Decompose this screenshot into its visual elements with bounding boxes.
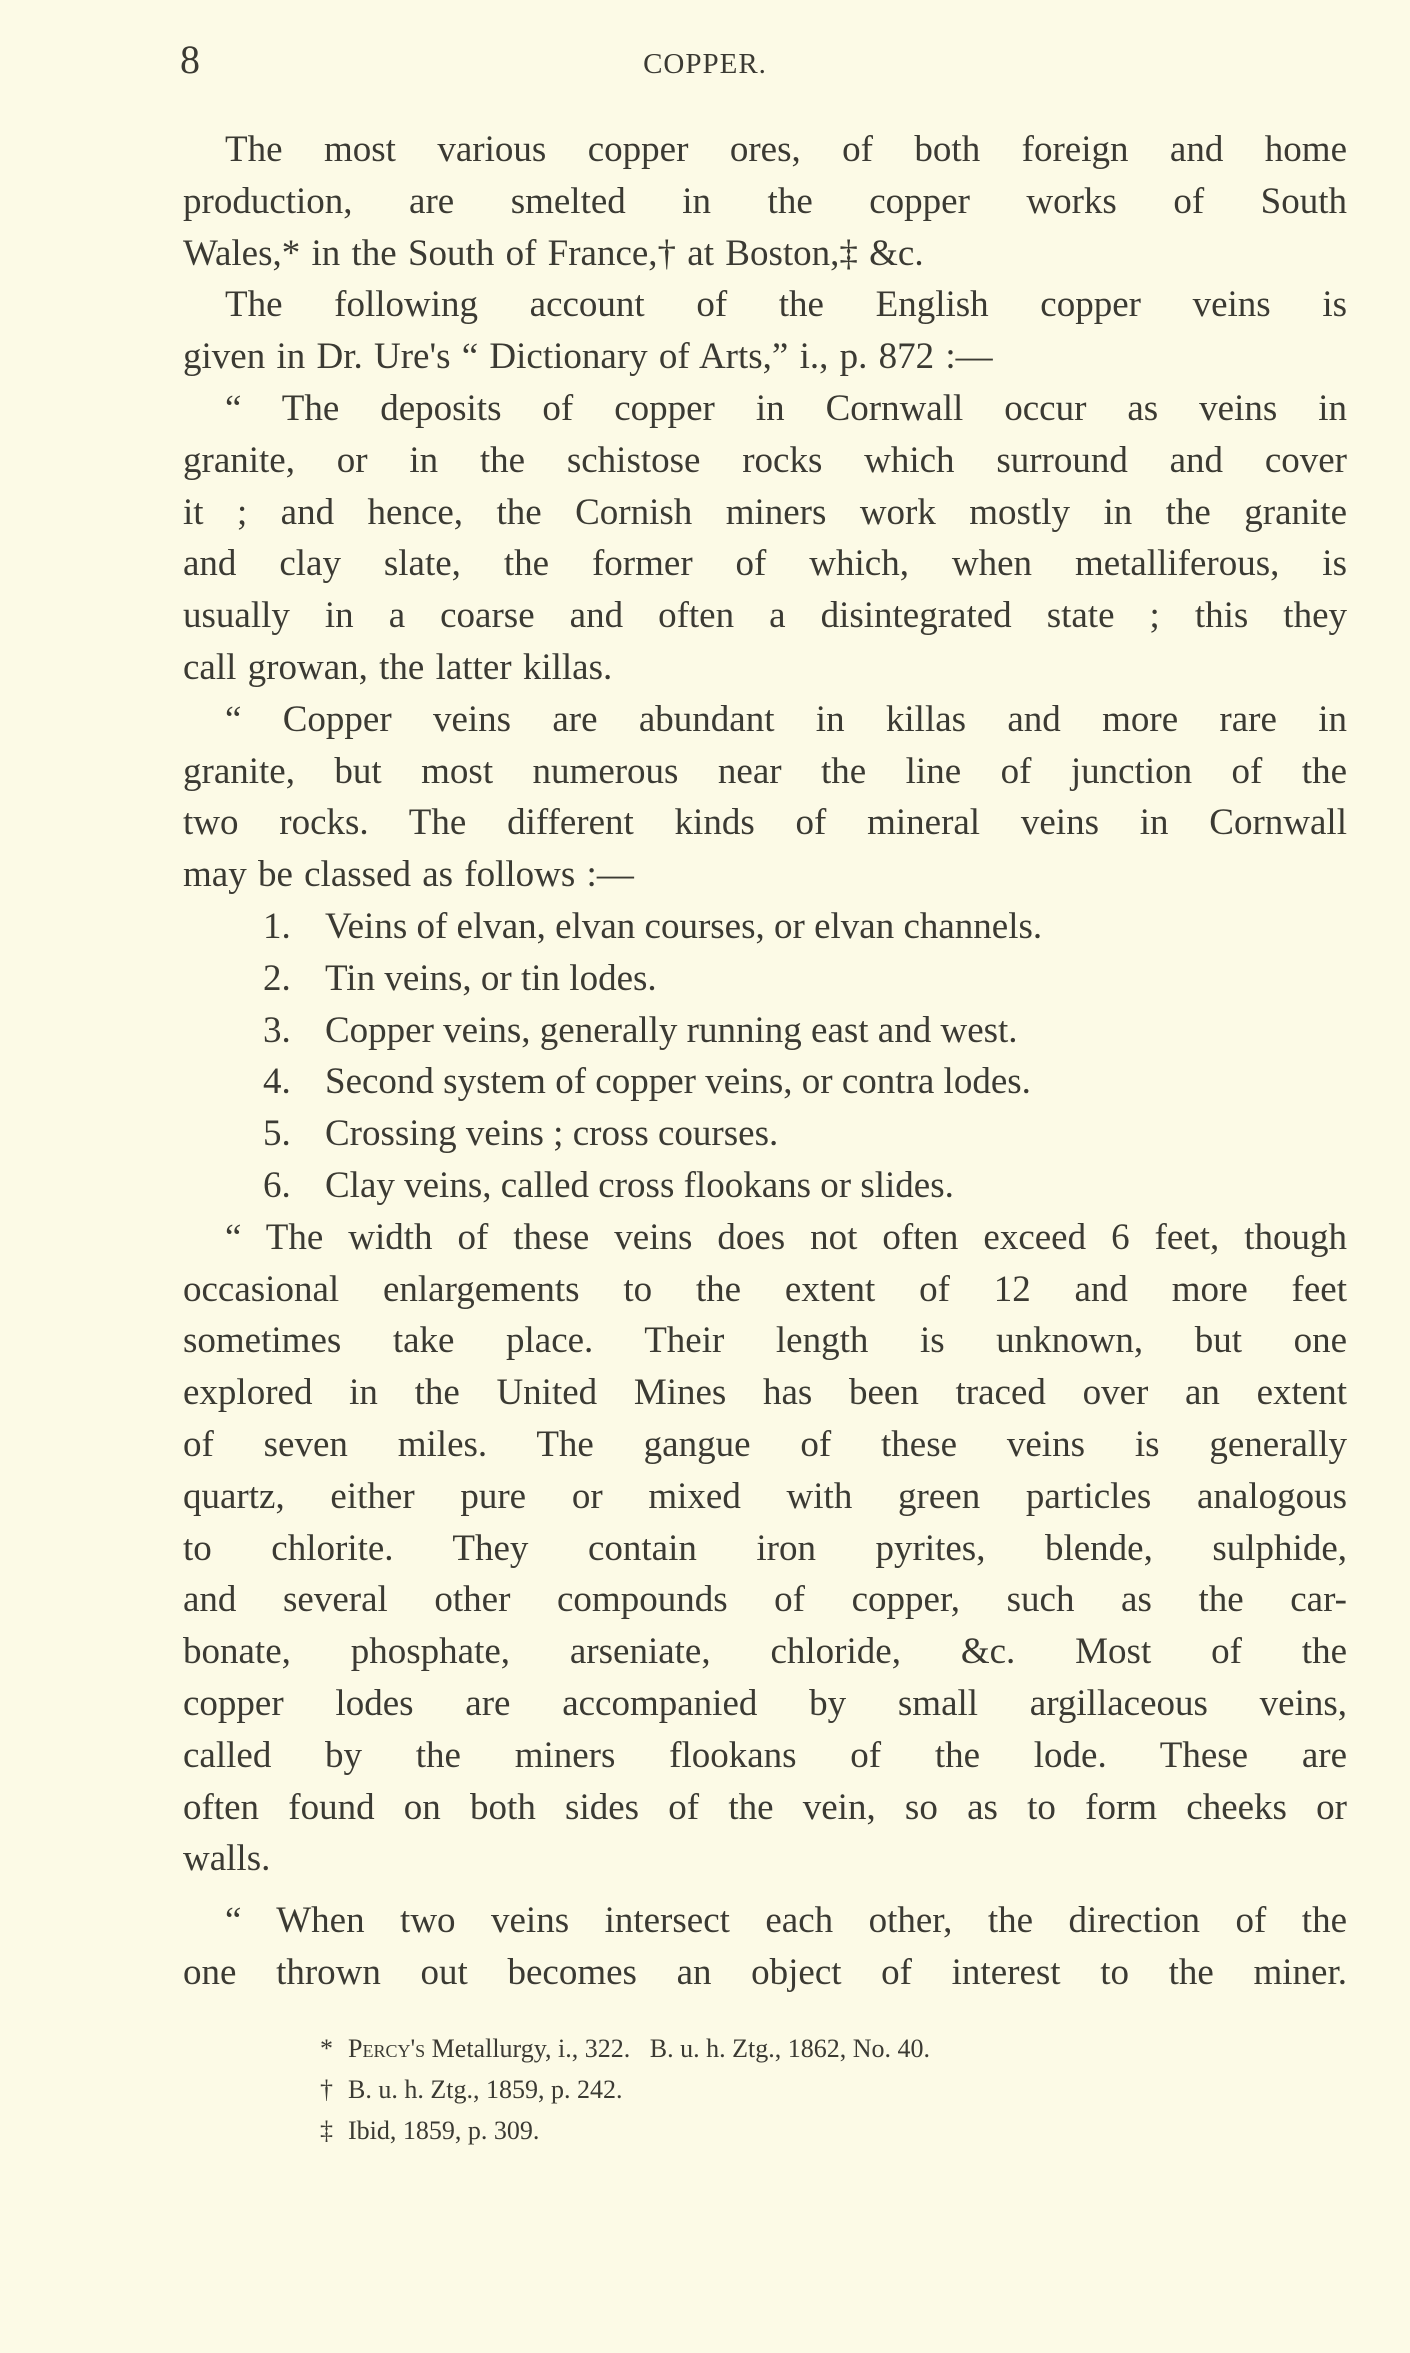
text-line [183,1833,1347,1885]
footnote-text [348,2028,930,2069]
footnotes [320,2028,930,2151]
text-line-content: The most various copper ores, of both foreign and home [225,129,1347,170]
text-line [183,487,1347,539]
list-item [183,953,1347,1005]
list-item [183,1108,1347,1160]
text-line [183,538,1347,590]
footnote-marker: † [320,2075,333,2104]
list-number: 4. [263,1061,291,1103]
text-line [183,124,1347,176]
text-line [183,1212,1347,1264]
list-number: 3. [263,1009,291,1051]
text-line [183,1419,1347,1471]
text-line-content: bonate, phosphate, arseniate, chloride, &c. Most of the [183,1631,1347,1673]
footnote [320,2028,930,2069]
text-line [183,746,1347,798]
text-line-content: quartz, either pure or mixed with green particles analogous [183,1475,1347,1517]
list-text: Crossing veins ; cross courses. [325,1113,779,1155]
list-text: Veins of elvan, elvan courses, or elvan channels. [325,905,1043,947]
text-line-content: “ The deposits of copper in Cornwall occur as veins in [225,387,1347,429]
list-item [183,1056,1347,1108]
text-line-content: of seven miles. The gangue of these veins is generally [183,1423,1347,1465]
text-line-content: two rocks. The different kinds of mineral veins in Cornwall [183,802,1347,844]
text-line-content: often found on both sides of the vein, so as to form cheeks or [183,1786,1347,1828]
list-item [183,1160,1347,1212]
list-item [183,901,1347,953]
list-number: 6. [263,1164,291,1206]
footnote-marker: ‡ [320,2116,333,2145]
text-line-content: “ Copper veins are abundant in killas and more rare in [225,698,1347,740]
text-line [183,1947,1347,1999]
text-line-content: usually in a coarse and often a disintegrated state ; this they [183,595,1347,637]
text-line-content: to chlorite. They contain iron pyrites, blende, sulphide, [183,1527,1347,1569]
text-line-content: copper lodes are accompanied by small argillaceous veins, [183,1682,1347,1724]
text-line [183,1367,1347,1419]
text-line-content: called by the miners flookans of the lode. These are [183,1734,1347,1776]
list-item [183,1005,1347,1057]
text-line [183,176,1347,228]
text-line [183,797,1347,849]
text-line-content: and clay slate, the former of which, when metalliferous, is [183,543,1347,585]
footnote-author: Percy's [348,2034,426,2063]
text-line-content: “ When two veins intersect each other, the direction of the [225,1900,1347,1942]
list-text: Clay veins, called cross flookans or slides. [325,1164,954,1206]
list-number: 2. [263,957,291,999]
text-line [183,1782,1347,1834]
text-line-content: one thrown out becomes an object of interest to the miner. [183,1951,1347,1993]
footnote-marker: * [320,2034,333,2063]
running-title: COPPER. [643,48,767,80]
text-line [183,1678,1347,1730]
text-line-content: explored in the United Mines has been traced over an extent [183,1372,1347,1414]
footnote [320,2110,930,2151]
text-line-content: occasional enlargements to the extent of 12 and more feet [183,1268,1347,1310]
text-line-content: granite, or in the schistose rocks which surround and cover [183,439,1347,481]
text-line [183,1523,1347,1575]
text-line-content: and several other compounds of copper, such as the car- [183,1579,1347,1621]
text-line-content: it ; and hence, the Cornish miners work mostly in the granite [183,491,1347,533]
text-line-content: may be classed as follows :— [183,854,634,896]
text-line [183,1730,1347,1782]
text-line-content: call growan, the latter killas. [183,646,613,688]
text-line [183,331,1347,383]
text-line-content: production, are smelted in the copper works of South [183,180,1347,222]
body-text [183,124,1347,1999]
text-line-content: sometimes take place. Their length is unknown, but one [183,1320,1347,1362]
text-line [183,1574,1347,1626]
text-line [183,1626,1347,1678]
text-line-content: granite, but most numerous near the line of junction of the [183,750,1347,792]
page-number: 8 [180,37,200,82]
text-line [183,642,1347,694]
footnote-citation: B. u. h. Ztg., 1859, p. 242. [348,2075,623,2104]
footnote-citation: Metallurgy, i., 322. B. u. h. Ztg., 1862, No. 40. [425,2034,930,2063]
list-text: Tin veins, or tin lodes. [325,957,657,999]
list-number: 1. [263,905,291,947]
list-text: Copper veins, generally running east and west. [325,1009,1018,1051]
text-line [183,228,1347,280]
text-line [183,590,1347,642]
text-line-content: walls. [183,1838,271,1880]
text-line-content: The following account of the English copper veins is [225,284,1347,326]
text-line [183,694,1347,746]
text-line [183,279,1347,331]
text-line-content: given in Dr. Ure's “ Dictionary of Arts,” i., p. 872 :— [183,336,993,378]
footnote-citation: Ibid, 1859, p. 309. [348,2116,540,2145]
text-line-content: Wales,* in the South of France,† at Boston,‡ &c. [183,232,924,274]
text-line [183,435,1347,487]
text-line [183,1895,1347,1947]
list-text: Second system of copper veins, or contra lodes. [325,1061,1031,1103]
text-line [183,1315,1347,1367]
footnote [320,2069,930,2110]
text-line [183,1264,1347,1316]
text-line [183,849,1347,901]
list-number: 5. [263,1113,291,1155]
text-line [183,383,1347,435]
text-line-content: “ The width of these veins does not often exceed 6 feet, though [225,1216,1347,1258]
text-line [183,1471,1347,1523]
